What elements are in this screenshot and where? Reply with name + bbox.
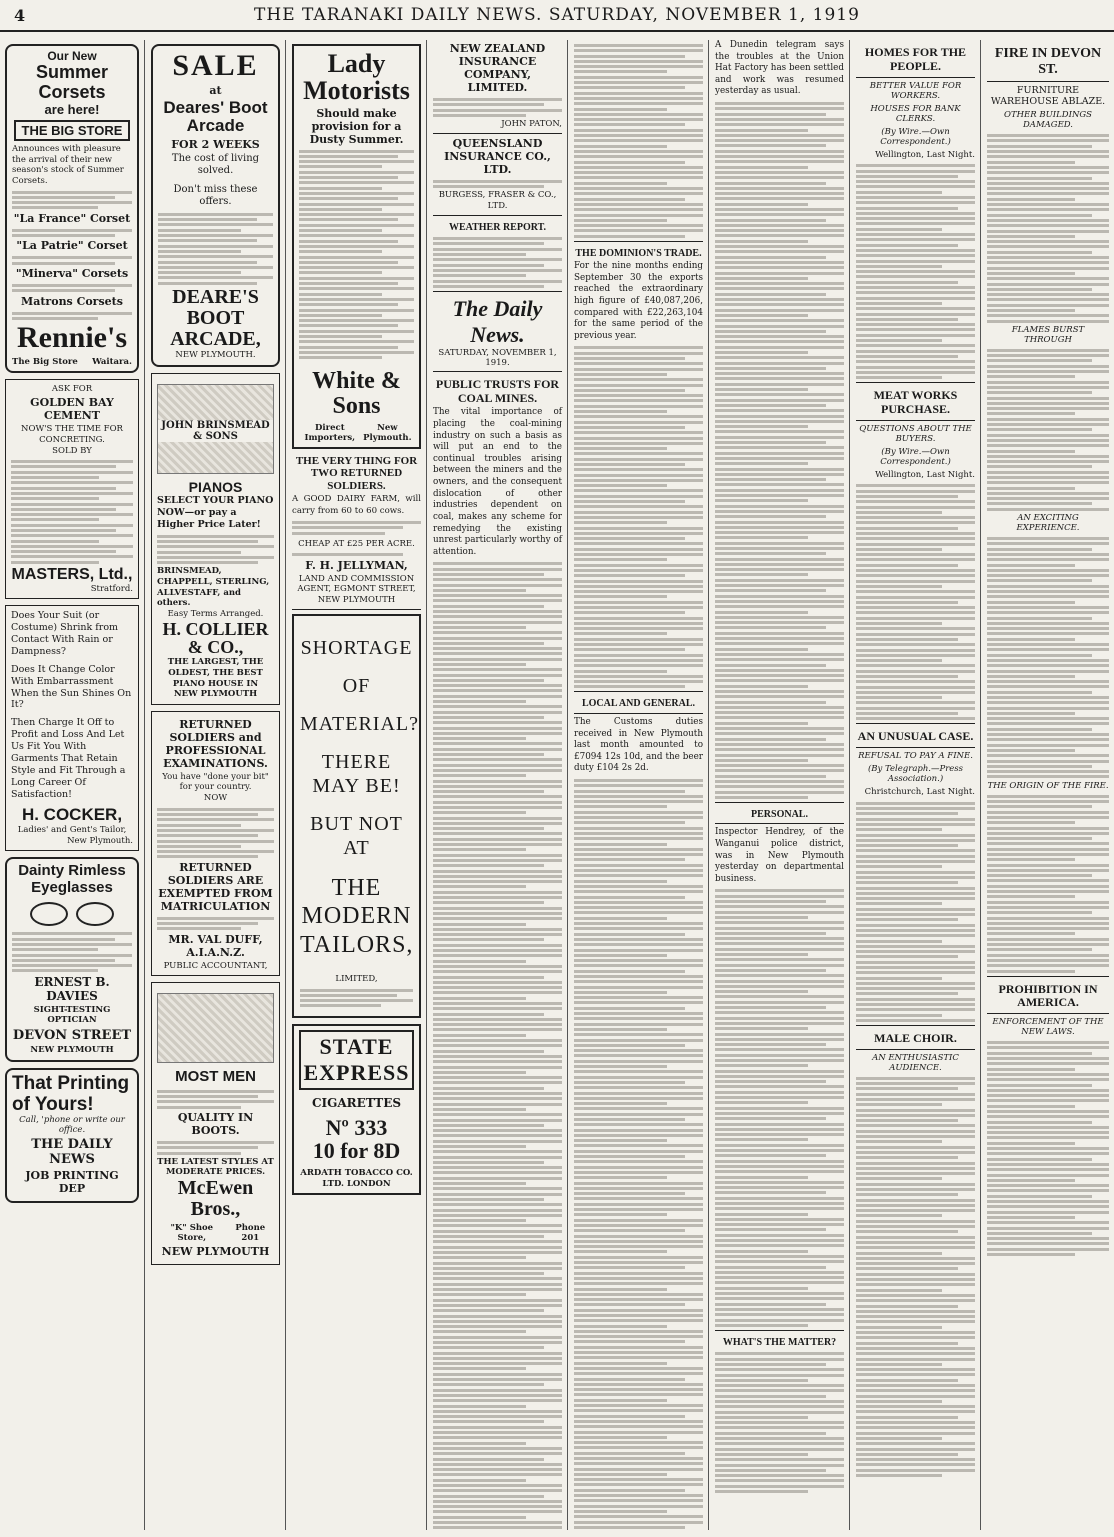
fire-sub: OTHER BUILDINGS DAMAGED. bbox=[1004, 110, 1092, 131]
column-7 bbox=[851, 40, 981, 1530]
ad-line: Does It Change Color With Embarrassment When the Sun Shines On It? bbox=[11, 663, 132, 711]
newspaper-masthead bbox=[0, 0, 1114, 32]
ad-word: MATERIAL? bbox=[300, 712, 419, 735]
state-express-ad bbox=[292, 1024, 421, 1195]
optician-street: DEVON STREET bbox=[12, 1027, 132, 1043]
agent-name: BURGESS, FRASER & CO., LTD. bbox=[438, 190, 557, 212]
store-name: Deares' Boot Arcade bbox=[163, 97, 268, 136]
corset-item: "Minerva" Corsets bbox=[15, 266, 129, 280]
piano-illustration: JOHN BRINSMEAD & SONS bbox=[157, 384, 274, 474]
ad-line: LIMITED, bbox=[335, 973, 378, 984]
brand-logo: Rennie's bbox=[16, 321, 127, 355]
ad-line: Don't miss these offers. bbox=[173, 183, 258, 208]
firm-tag: THE LARGEST, THE OLDEST, THE BEST PIANO HOUSE IN bbox=[167, 657, 264, 689]
editorial-masthead: The Daily News. bbox=[452, 295, 543, 347]
weather-heading: WEATHER REPORT. bbox=[448, 221, 547, 233]
ad-intro: Announces with pleasure the arrival of their new season's stock of Summer Corsets. bbox=[12, 144, 124, 186]
meat-heading: MEAT WORKS PURCHASE. bbox=[873, 388, 958, 416]
shop-town: NEW PLYMOUTH bbox=[161, 1245, 270, 1259]
ad-line: at bbox=[209, 83, 222, 97]
store-town: NEW PLYMOUTH. bbox=[175, 350, 256, 361]
personal-lead: Inspector Hendrey, of the Wanganui police district, was in New Plymouth yesterday on departmental business. bbox=[715, 827, 844, 884]
ad-line: SOLD BY bbox=[52, 445, 92, 456]
optician-name: ERNEST B. DAVIES bbox=[34, 974, 110, 1003]
ad-word: SHORTAGE bbox=[300, 636, 413, 659]
corset-item: "La Patrie" Corset bbox=[16, 239, 128, 253]
piano-brands: BRINSMEAD, CHAPPELL, STERLING, ALLVESTAFF, and others. bbox=[157, 566, 270, 609]
ad-headline: Corsets bbox=[38, 81, 106, 102]
agent-name: JOHN PATON, bbox=[501, 119, 562, 130]
corset-item: Matrons Corsets bbox=[21, 294, 123, 308]
firm-town: Stratford. bbox=[90, 583, 133, 594]
maker: ARDATH TOBACCO CO. LTD. LONDON bbox=[300, 1167, 413, 1189]
ad-line: The cost of living solved. bbox=[171, 152, 260, 177]
homes-source: (By Wire.—Own Correspondent.) bbox=[880, 126, 951, 147]
ad-headline: THE VERY THING FOR TWO RETURNED SOLDIERS. bbox=[295, 454, 418, 492]
trade-lead: For the nine months ending September 30 the exports reached the extraordinary high figure of £40,087,206, compared with £22,263,104 for the same period of the previous year. bbox=[574, 261, 703, 341]
footer-right: Waitara. bbox=[92, 356, 132, 367]
lady-motorists-ad bbox=[292, 44, 421, 449]
ad-note: Call, 'phone or write our office. bbox=[19, 1115, 125, 1136]
ad-footer: JOB PRINTING DEP bbox=[25, 1169, 119, 1196]
optician-town: NEW PLYMOUTH bbox=[30, 1044, 114, 1055]
farm-price: CHEAP AT £25 PER ACRE. bbox=[298, 538, 415, 549]
boot-illustration bbox=[157, 993, 274, 1063]
matter-heading: WHAT'S THE MATTER? bbox=[722, 1336, 837, 1348]
ad-line: You have "done your bit" for your country. bbox=[162, 771, 269, 793]
ad-headline: NEW ZEALAND INSURANCE COMPANY, LIMITED. bbox=[449, 42, 546, 94]
editorial-lead: The vital importance of placing the coal-mining industry on such a basis as will put an end to the continual troubles arising between the miners and the owners, and the consequent dislocation of other industries dependent on coal, makes any scheme for remedying the existing unrest particularly worthy of attention. bbox=[433, 407, 563, 557]
firm-name: H. COLLIER & CO., bbox=[162, 618, 269, 658]
prohibition-heading: PROHIBITION IN AMERICA. bbox=[998, 981, 1098, 1010]
eyeglasses-icon bbox=[12, 902, 132, 926]
meat-dateline: Wellington, Last Night. bbox=[875, 469, 975, 480]
modern-tailors-ad bbox=[292, 614, 421, 1018]
ad-headline: RETURNED SOLDIERS ARE EXEMPTED FROM MATRICULATION bbox=[158, 860, 273, 913]
ad-headline: That Printing of Yours! bbox=[12, 1072, 130, 1115]
tailor-ad bbox=[5, 605, 139, 851]
state-express-logo: STATE EXPRESS bbox=[299, 1030, 414, 1090]
insurance-ads bbox=[433, 42, 562, 216]
footer-left: The Big Store bbox=[12, 356, 78, 367]
piano-ad bbox=[151, 373, 280, 705]
boots-ad bbox=[151, 982, 280, 1265]
trade-heading: THE DOMINION'S TRADE. bbox=[575, 247, 702, 259]
firm-town: NEW PLYMOUTH bbox=[173, 689, 258, 700]
piano-terms: Easy Terms Arranged. bbox=[167, 608, 264, 619]
tailor-town: New Plymouth. bbox=[67, 835, 133, 846]
printing-ad bbox=[5, 1068, 139, 1204]
footer-left: Direct Importers, bbox=[304, 422, 356, 443]
fire-sub: THE ORIGIN OF THE FIRE. bbox=[987, 780, 1109, 791]
ad-line: NOW bbox=[203, 793, 228, 804]
cement-ad bbox=[5, 379, 139, 600]
ad-line: SELECT YOUR PIANO NOW—or pay a Higher Price Later! bbox=[157, 495, 274, 530]
fire-heading: FIRE IN DEVON ST. bbox=[994, 46, 1102, 78]
corset-item: "La France" Corset bbox=[13, 211, 131, 225]
product-number: Nº 333 bbox=[325, 1114, 388, 1140]
column-6 bbox=[710, 40, 850, 1530]
ad-line: NOW'S THE TIME FOR CONCRETING. bbox=[21, 424, 123, 445]
white-sons-logo: White & Sons bbox=[312, 368, 401, 420]
choir-sub: AN ENTHUSIASTIC AUDIENCE. bbox=[872, 1052, 959, 1073]
ad-headline: MOST MEN bbox=[175, 1068, 256, 1086]
page-number: 4 bbox=[14, 5, 26, 25]
column-1 bbox=[0, 40, 145, 1530]
newspaper-title: THE TARANAKI DAILY NEWS. SATURDAY, NOVEMBER 1, 1919 bbox=[254, 5, 860, 25]
meat-sub: QUESTIONS ABOUT THE BUYERS. bbox=[859, 423, 972, 444]
unusual-sub: REFUSAL TO PAY A FINE. bbox=[858, 751, 973, 762]
product-price: 10 for 8D bbox=[312, 1137, 401, 1163]
local-lead: The Customs duties received in New Plymouth last month amounted to £7094 12s 10d, and the beer duty £104 2s 2d. bbox=[574, 716, 703, 774]
ad-word: OF bbox=[342, 674, 371, 697]
ad-footer: THE DAILY NEWS bbox=[31, 1137, 113, 1168]
unusual-heading: AN UNUSUAL CASE. bbox=[857, 729, 974, 744]
prohibition-sub: ENFORCEMENT OF THE NEW LAWS. bbox=[992, 1017, 1104, 1038]
tailor-trade: Ladies' and Gent's Tailor, bbox=[17, 825, 127, 836]
ad-word: THERE MAY BE! bbox=[312, 750, 401, 797]
ad-line: are here! bbox=[44, 101, 100, 117]
footer-right: New Plymouth. bbox=[363, 422, 412, 443]
store-logo: THE BIG STORE bbox=[14, 120, 131, 141]
ad-line: Then Charge It Off to Profit and Loss And Let Us Fit You With Garments That Retain Style and Fit Through a Long Career Of Satisfaction! bbox=[11, 717, 126, 800]
accountant-title: PUBLIC ACCOUNTANT, bbox=[163, 960, 268, 971]
editorial-heading: PUBLIC TRUSTS FOR COAL MINES. bbox=[435, 376, 560, 405]
homes-sub: BETTER VALUE FOR WORKERS. bbox=[869, 80, 962, 101]
choir-heading: MALE CHOIR. bbox=[874, 1030, 957, 1045]
agent-office: LAND AND COMMISSION AGENT, EGMONT STREET, NEW PLYMOUTH bbox=[297, 573, 416, 605]
homes-dateline: Wellington, Last Night. bbox=[875, 149, 975, 160]
store-logo: DEARE'S BOOT ARCADE, bbox=[170, 286, 261, 351]
ad-line: Does Your Suit (or Costume) Shrink from Contact With Rain or Dampness? bbox=[11, 610, 119, 657]
ad-headline: QUEENSLAND INSURANCE CO., LTD. bbox=[444, 136, 551, 176]
ad-line: FOR 2 WEEKS bbox=[171, 137, 260, 151]
column-5 bbox=[569, 40, 709, 1530]
firm-name: McEwen Bros., bbox=[177, 1177, 254, 1221]
product-name: CIGARETTES bbox=[311, 1095, 402, 1110]
ad-headline: PIANOS bbox=[188, 478, 243, 495]
news-lead: A Dunedin telegram says the troubles at the Union Hat Factory has been settled and work was resumed yesterday as usual. bbox=[715, 40, 844, 97]
ad-line: Should make provision for a Dusty Summer. bbox=[309, 106, 404, 146]
deares-sale-ad bbox=[151, 44, 280, 367]
agent-name: F. H. JELLYMAN, bbox=[305, 558, 408, 572]
page-columns bbox=[0, 40, 1114, 1530]
ad-headline: RETURNED SOLDIERS and PROFESSIONAL EXAMINATIONS. bbox=[163, 717, 268, 770]
accountant-name: MR. VAL DUFF, A.I.A.N.Z. bbox=[168, 932, 263, 959]
column-2 bbox=[146, 40, 286, 1530]
ad-headline: Lady Motorists bbox=[303, 49, 410, 106]
column-3 bbox=[287, 40, 427, 1530]
firm-name: MASTERS, Ltd., bbox=[11, 566, 133, 584]
big-store-corset-ad bbox=[5, 44, 139, 373]
column-8 bbox=[982, 40, 1114, 1530]
editorial-date: SATURDAY, NOVEMBER 1, 1919. bbox=[438, 347, 557, 368]
personal-heading: PERSONAL. bbox=[751, 808, 808, 820]
fire-sub: AN EXCITING EXPERIENCE. bbox=[1016, 513, 1080, 534]
ad-line: QUALITY IN BOOTS. bbox=[177, 1110, 254, 1137]
ad-headline: Summer bbox=[35, 62, 109, 83]
ad-line: A GOOD DAIRY FARM, will carry from 60 to 60 cows. bbox=[292, 494, 421, 516]
unusual-dateline: Christchurch, Last Night. bbox=[864, 787, 975, 798]
homes-heading: HOMES FOR THE PEOPLE. bbox=[864, 45, 967, 73]
meat-source: (By Wire.—Own Correspondent.) bbox=[880, 446, 951, 467]
unusual-source: (By Telegraph.—Press Association.) bbox=[867, 764, 964, 785]
eyeglasses-ad bbox=[5, 857, 139, 1061]
optician-title: SIGHT-TESTING OPTICIAN bbox=[33, 1004, 111, 1026]
ad-headline: SALE bbox=[172, 49, 259, 82]
shop-name: "K" Shoe Store, bbox=[170, 1223, 214, 1244]
farm-ad bbox=[292, 455, 421, 610]
fire-sub: FLAMES BURST THROUGH bbox=[1011, 324, 1085, 345]
ad-line: THE LATEST STYLES AT MODERATE PRICES. bbox=[157, 1156, 274, 1178]
local-heading: LOCAL AND GENERAL. bbox=[581, 698, 696, 710]
ad-word: BUT NOT AT bbox=[310, 812, 403, 859]
column-4 bbox=[428, 40, 568, 1530]
tailor-firm: THE MODERN TAILORS, bbox=[300, 874, 414, 959]
soldiers-exam-ad bbox=[151, 711, 280, 976]
fire-sub: FURNITURE WAREHOUSE ABLAZE. bbox=[990, 85, 1106, 108]
ad-headline: Dainty Rimless Eyeglasses bbox=[18, 862, 126, 896]
ad-line: Our New bbox=[47, 49, 97, 63]
ad-headline: GOLDEN BAY CEMENT bbox=[30, 396, 114, 423]
ad-line: ASK FOR bbox=[51, 383, 93, 394]
homes-sub: HOUSES FOR BANK CLERKS. bbox=[870, 103, 961, 124]
shop-phone: Phone 201 bbox=[235, 1223, 266, 1244]
tailor-name: H. COCKER, bbox=[21, 805, 123, 825]
